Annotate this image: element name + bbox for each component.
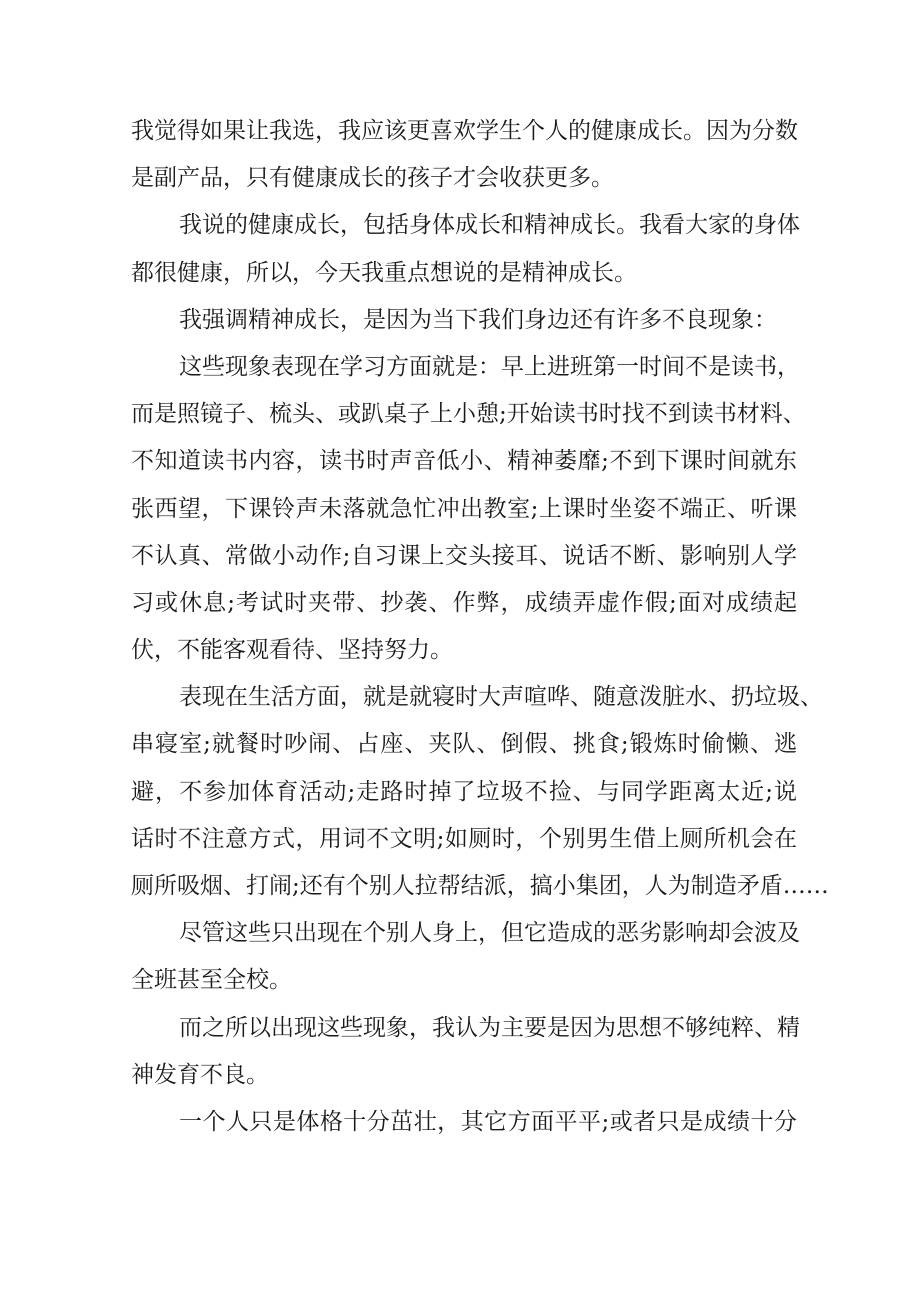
document-body (131, 108, 829, 1146)
paragraph-7-line-1: 而之所以出现这些现象，我认为主要是因为思想不够纯粹、精 (179, 1014, 800, 1041)
paragraph-4-line-6: 习或休息;考试时夹带、抄袭、作弊，成绩弄虚作假;面对成绩起 (131, 589, 797, 616)
paragraph-2-line-1: 我说的健康成长，包括身体成长和精神成长。我看大家的身体 (179, 212, 800, 239)
paragraph-5-line-1: 表现在生活方面，就是就寝时大声喧哗、随意泼脏水、扔垃圾、 (179, 684, 823, 711)
paragraph-5-line-2: 串寝室;就餐时吵闹、占座、夹队、倒假、挑食;锻炼时偷懒、逃 (131, 731, 797, 758)
paragraph-8-line-1: 一个人只是体格十分茁壮，其它方面平平;或者只是成绩十分 (179, 1108, 797, 1135)
paragraph-4-line-2: 而是照镜子、梳头、或趴桌子上小憩;开始读书时找不到读书材料、 (131, 401, 806, 428)
paragraph-5-line-3: 避，不参加体育活动;走路时掉了垃圾不捡、与同学距离太近;说 (131, 778, 797, 805)
paragraph-4-line-3: 不知道读书内容，读书时声音低小、精神萎靡;不到下课时间就东 (131, 448, 797, 475)
paragraph-1-line-1: 我觉得如果让我选，我应该更喜欢学生个人的健康成长。因为分数 (131, 118, 798, 144)
paragraph-4-line-5: 不认真、常做小动作;自习课上交头接耳、说话不断、影响别人学 (131, 542, 797, 569)
paragraph-5-line-5: 厕所吸烟、打闹;还有个别人拉帮结派，搞小集团，人为制造矛盾…… (131, 873, 829, 899)
paragraph-6-line-2: 全班甚至全校。 (131, 967, 292, 994)
paragraph-5-line-4: 话时不注意方式，用词不文明;如厕时，个别男生借上厕所机会在 (131, 825, 797, 852)
paragraph-4-line-1: 这些现象表现在学习方面就是：早上进班第一时间不是读书， (179, 353, 800, 380)
paragraph-2-line-2: 都很健康，所以，今天我重点想说的是精神成长。 (131, 259, 637, 286)
paragraph-3-line-1: 我强调精神成长，是因为当下我们身边还有许多不良现象： (179, 306, 777, 333)
paragraph-4-line-7: 伏，不能客观看待、坚持努力。 (131, 637, 453, 664)
paragraph-6-line-1: 尽管这些只出现在个别人身上，但它造成的恶劣影响却会波及 (179, 920, 800, 947)
paragraph-1-line-2: 是副产品，只有健康成长的孩子才会收获更多。 (131, 165, 614, 192)
paragraph-7-line-2: 神发育不良。 (131, 1061, 269, 1088)
paragraph-4-line-4: 张西望，下课铃声未落就急忙冲出教室;上课时坐姿不端正、听课 (131, 495, 797, 522)
